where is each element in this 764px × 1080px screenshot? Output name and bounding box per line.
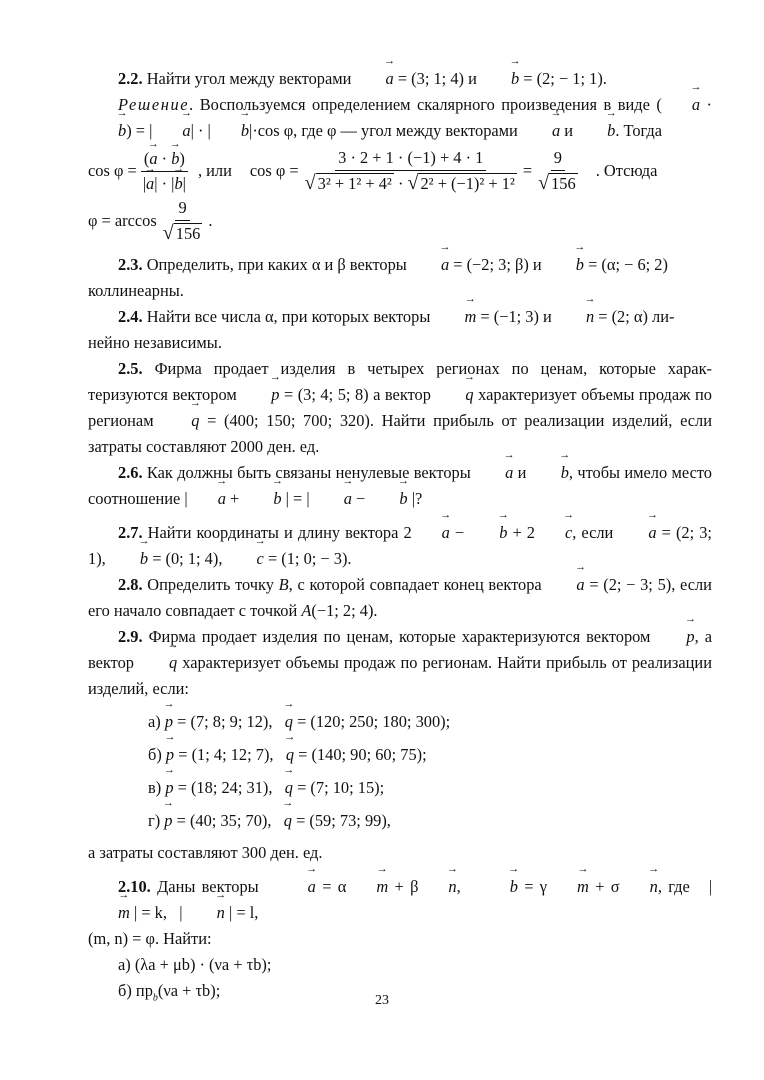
problem-2-8: 2.8. Определить точку B, с которой совпадает конец вектора → a = (2; − 3; 5), если его начало совпадает с точкой A(−1; 2; 4).	[88, 572, 712, 624]
fraction: $\frac{(\to a \cdot \to b)}{|\to a| \cdot |\to b|}$	[140, 149, 189, 194]
vector-c-value: = (1; 0; − 3).	[267, 549, 352, 568]
problem-text: Фирма продает изделия в четырех регионах по ценам, которые харак-	[154, 359, 712, 378]
vector-b-value: = (0; 1; 4),	[152, 549, 223, 568]
vector-b-value: = (2; − 1; 1).	[523, 69, 607, 88]
cos-label: cos φ =	[88, 161, 137, 180]
item-label: г)	[148, 811, 161, 830]
problem-text: , с которой совпадает конец вектора	[288, 575, 542, 594]
expr-part: = γ	[524, 877, 548, 896]
problem-text: Даны векторы	[157, 877, 259, 896]
then-text: . Отсюда	[595, 161, 658, 180]
problem-2-4: 2.4. Найти все числа α, при которых векторы → m = (−1; 3) и → n = (2; α) ли-	[88, 304, 712, 330]
problem-text: , чтобы имело	[568, 463, 668, 482]
problem-number: 2.3.	[118, 255, 143, 274]
item-text: (λa + μb) · (νa + τb);	[134, 955, 272, 974]
radicand: 2² + (−1)² + 1²	[420, 174, 515, 193]
point-b: B	[278, 575, 289, 594]
fraction: 9 √ 156	[538, 148, 576, 194]
problem-2-2	[88, 66, 712, 92]
vector-p-value: = (1; 4; 12; 7),	[178, 745, 274, 764]
vector-b-value: = (α; − 6; 2)	[588, 255, 668, 274]
phi-label: φ = arccos	[88, 211, 157, 230]
list-item: г) → p = (40; 35; 70), → q = (59; 73; 99),	[148, 808, 712, 834]
problem-2-3: 2.3. Определить, при каких α и β векторы → a = (−2; 3; β) и → b = (α; − 6; 2)	[88, 252, 712, 278]
numerator: 3 · 2 + 1 · (−1) + 4 · 1	[335, 148, 486, 171]
problem-2-9-tail: а затраты составляют 300 ден. ед.	[88, 843, 323, 862]
problem-text: по регионам	[88, 385, 712, 430]
item-label: а)	[118, 955, 131, 974]
vector-p-value: = (40; 35; 70),	[176, 811, 272, 830]
equals-sign: =	[522, 161, 533, 180]
item-label: а)	[148, 712, 161, 731]
problem-2-3-tail: коллинеарны.	[88, 281, 184, 300]
problem-text: ?	[415, 489, 423, 508]
problem-2-4-tail: нейно независимы.	[88, 333, 222, 352]
item-text: (νa + τb);	[157, 981, 221, 1000]
problem-number: 2.10.	[118, 877, 151, 896]
solution-text: . Воспользуемся определением скалярного произведения в виде	[189, 95, 650, 114]
problem-text: характеризует объемы продаж	[478, 385, 691, 404]
list-item: а) → p = (7; 8; 9; 12), → q = (120; 250; 180; 300);	[148, 709, 712, 735]
problem-text: Найти угол между векторами	[146, 69, 352, 88]
point-a: A	[301, 601, 312, 620]
problem-text: характеризует объемы продаж по регионам. Найти прибыль от	[182, 653, 627, 672]
expr-part: | = k,	[133, 903, 167, 922]
radicand: 156	[551, 174, 576, 193]
problem-text: Определить точку	[147, 575, 274, 594]
radicand: 3² + 1² + 4²	[317, 174, 392, 193]
solution-text: и	[564, 121, 574, 140]
problem-2-7: 2.7. Найти координаты и длину вектора 2→ a − → b + 2→ c, если → a = (2; 3; 1), → b = (0; 1; 4), → c = (1; 0; − 3).	[88, 520, 712, 572]
cos-label: cos φ =	[249, 161, 299, 180]
vector-m-value: = (−1; 3) и	[480, 307, 552, 326]
problem-2-6: 2.6. Как должны быть связаны ненулевые векторы → a и → b, чтобы имело место соотношение |→ a + → b | = | → a − → b |?	[88, 460, 712, 512]
vector-n-value: = (2; α) ли-	[598, 307, 675, 326]
solution-text: ·cos φ, где φ — угол между векторами	[252, 121, 518, 140]
problem-text: , если	[572, 523, 614, 542]
problem-number: 2.7.	[118, 523, 143, 542]
fraction: 9 √ 156	[162, 198, 201, 244]
vector-q-value: = (120; 250; 180; 300);	[297, 712, 451, 731]
problem-text: Найти все числа α, при которых векторы	[146, 307, 431, 326]
vector-a: → a	[356, 66, 394, 92]
problem-text: и	[517, 463, 527, 482]
vector-b: → b	[481, 66, 519, 92]
problem-number: 2.6.	[118, 463, 143, 482]
problem-text: теризуются вектором	[88, 385, 237, 404]
problem-text: место соотношение |	[88, 463, 712, 508]
item-text: пр	[135, 981, 153, 1000]
numerator: 9	[175, 198, 189, 221]
page-content	[88, 66, 712, 1011]
vector-a-value: = (−2; 3; β) и	[453, 255, 542, 274]
vector-a-value: = (2; − 3; 5), если его начало совпадает с точкой	[88, 575, 712, 620]
problem-number: 2.9.	[118, 627, 143, 646]
problem-number: 2.4.	[118, 307, 143, 326]
or-text: , или	[197, 161, 232, 180]
problem-number: 2.5.	[118, 359, 143, 378]
problem-2-10-item-b: б) $пр_b(\nu a + \tau b)$;	[118, 981, 221, 1004]
numerator: 9	[551, 148, 565, 171]
solution-label: Решение	[118, 95, 190, 114]
problem-text: Как должны быть связаны ненулевые векторы	[146, 463, 471, 482]
solution-text: . Тогда	[615, 121, 663, 140]
problem-text: (−1; 2; 4).	[311, 601, 378, 620]
problem-number: 2.2.	[118, 69, 143, 88]
problem-2-10: 2.10. Даны векторы → a = α→ m + β→ n, → b = γ→ m + σ→ n, где | → m | = k, | → n | = l,	[88, 874, 712, 926]
radicand: 156	[175, 224, 201, 243]
problem-text: , а вектор	[88, 627, 712, 672]
list-item: в) → p = (18; 24; 31), → q = (7; 10; 15);	[148, 775, 712, 801]
expr-part: + σ	[595, 877, 620, 896]
vector-p-value: = (7; 8; 9; 12),	[177, 712, 273, 731]
page-number: 23	[375, 993, 389, 1008]
item-label: б)	[148, 745, 162, 764]
expr-part: = α	[322, 877, 347, 896]
problem-text: Определить, при каких α и β векторы	[146, 255, 407, 274]
problem-2-10-item-a	[118, 952, 712, 978]
vector-q-value: = (59; 73; 99),	[296, 811, 391, 830]
solution-2-2: Решение. Воспользуемся определением скалярного произведения в виде (→ a · → b) = |→ a| · |→ b|·cos φ, где φ — угол между векторами → a и → b. Тогда	[88, 92, 712, 144]
item-label: б)	[118, 981, 132, 1000]
problem-2-9: 2.9. Фирма продает изделия по ценам, которые характеризуются вектором → p, а вектор → q характеризует объемы продаж по регионам. Найти прибыль от реализации изделий, если:	[88, 624, 712, 702]
vector-q-value: = (140; 90; 60; 75);	[298, 745, 427, 764]
list-item: б) → p = (1; 4; 12; 7), → q = (140; 90; 60; 75);	[148, 742, 712, 768]
expr-part: | = l,	[228, 903, 259, 922]
problem-2-10-angle: (m, n) = φ. Найти:	[88, 929, 212, 948]
vector-q-value: = (7; 10; 15);	[297, 778, 385, 797]
vector-a-value: = (3; 1; 4) и	[397, 69, 477, 88]
item-label: в)	[148, 778, 162, 797]
expr-part: + β	[394, 877, 419, 896]
vector-a-value: = (2; 3; 1),	[88, 523, 712, 568]
problem-text: Найти координаты и длину вектора	[147, 523, 399, 542]
vector-p-value: = (18; 24; 31),	[177, 778, 273, 797]
problem-text: , где	[657, 877, 690, 896]
problem-2-9-items	[88, 709, 712, 834]
problem-text: реализации изделий, если:	[88, 653, 712, 698]
problem-text: Фирма продает изделия по ценам, которые характеризуются вектором	[148, 627, 651, 646]
problem-2-5: 2.5. Фирма продает изделия в четырех регионах по ценам, которые харак- теризуются вектором → p = (3; 4; 5; 8) а вектор → q характеризует объемы продаж по регионам → q = (400; 150; 700; 320). Найти прибыль от реализации изделий, если затраты составляют 2000 ден. ед.	[88, 356, 712, 460]
problem-number: 2.8.	[118, 575, 143, 594]
cos-formula-line	[88, 148, 657, 194]
vector-q-value: = (400; 150; 700; 320). Найти прибыль от реализации изделий,	[207, 411, 673, 430]
vector-p-value: = (3; 4; 5; 8) а вектор	[283, 385, 431, 404]
fraction: 3 · 2 + 1 · (−1) + 4 · 1 √ 3² + 1² + 4² · √ 2² + (−1)² + 1²	[304, 148, 515, 194]
problem-text: если затраты составляют 2000 ден. ед.	[88, 411, 712, 456]
phi-formula-line: φ = arccos 9 √ 156 .	[88, 198, 213, 244]
